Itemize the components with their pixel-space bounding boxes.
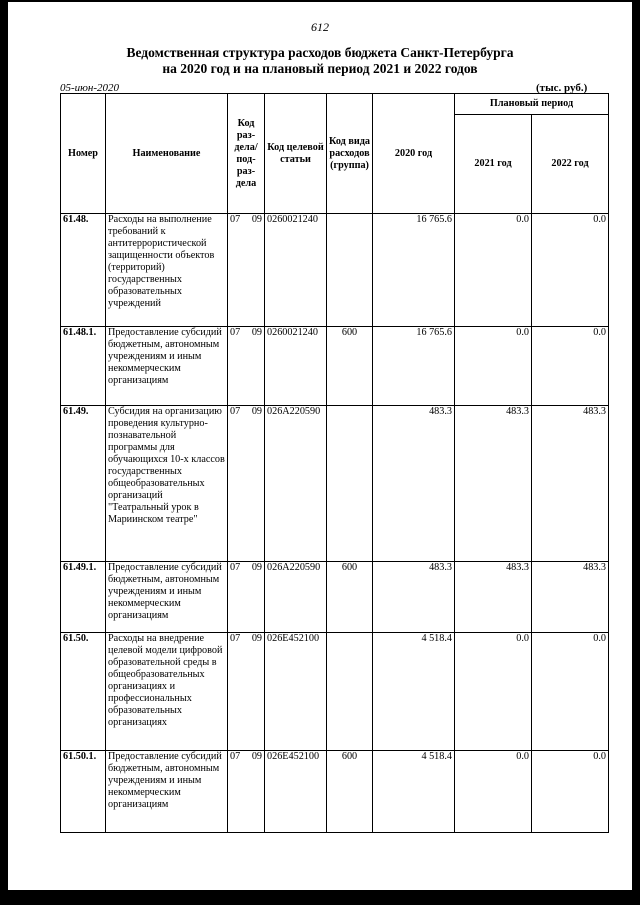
table-row bbox=[61, 633, 609, 751]
row-target-code: 026A220590 bbox=[265, 406, 327, 562]
header-number: Номер bbox=[61, 94, 106, 214]
header-target-code: Код целевой статьи bbox=[265, 94, 327, 214]
row-number: 61.50. bbox=[61, 633, 106, 751]
row-section-code: 07 bbox=[230, 633, 241, 644]
row-expense-type bbox=[327, 633, 373, 751]
row-expense-type bbox=[327, 406, 373, 562]
row-amount-2021: 0.0 bbox=[455, 214, 532, 327]
row-razdel bbox=[228, 751, 265, 833]
row-amount-2020: 483.3 bbox=[373, 562, 455, 633]
row-section-code: 07 bbox=[230, 562, 241, 573]
row-amount-2022: 0.0 bbox=[532, 751, 609, 833]
row-subsection-code: 09 bbox=[251, 633, 262, 644]
row-amount-2022: 0.0 bbox=[532, 214, 609, 327]
row-number: 61.48. bbox=[61, 214, 106, 327]
row-section-code: 07 bbox=[230, 751, 241, 762]
row-expense-type bbox=[327, 214, 373, 327]
row-section-code: 07 bbox=[230, 327, 241, 338]
row-expense-type: 600 bbox=[327, 751, 373, 833]
row-amount-2020: 16 765.6 bbox=[373, 327, 455, 406]
row-amount-2022: 483.3 bbox=[532, 406, 609, 562]
row-amount-2022: 483.3 bbox=[532, 562, 609, 633]
row-name: Расходы на внедрение целевой модели цифровой образовательной среды в общеобразовательных организациях и профессиональных образовательных организациях bbox=[106, 633, 228, 751]
row-razdel bbox=[228, 327, 265, 406]
row-section-code: 07 bbox=[230, 214, 241, 225]
units-label: (тыс. руб.) bbox=[536, 82, 588, 94]
row-number: 61.49. bbox=[61, 406, 106, 562]
header-2021: 2021 год bbox=[455, 115, 532, 214]
document-date: 05-июн-2020 bbox=[60, 82, 120, 94]
row-subsection-code: 09 bbox=[251, 327, 262, 338]
row-number: 61.49.1. bbox=[61, 562, 106, 633]
row-amount-2021: 0.0 bbox=[455, 633, 532, 751]
row-name: Предоставление субсидий бюджетным, автономным учреждениям и иным некоммерческим организациям bbox=[106, 562, 228, 633]
row-name: Расходы на выполнение требований к антитеррористической защищенности объектов (территорий) государственных образовательных учреждений bbox=[106, 214, 228, 327]
table-body bbox=[61, 214, 609, 833]
row-amount-2021: 483.3 bbox=[455, 406, 532, 562]
row-target-code: 026E452100 bbox=[265, 633, 327, 751]
budget-table bbox=[60, 93, 609, 833]
row-number: 61.50.1. bbox=[61, 751, 106, 833]
row-number: 61.48.1. bbox=[61, 327, 106, 406]
document-title-line-1: Ведомственная структура расходов бюджета Санкт-Петербурга bbox=[126, 45, 514, 60]
header-planned-period: Плановый период bbox=[455, 94, 609, 115]
header-2022: 2022 год bbox=[532, 115, 609, 214]
row-target-code: 026E452100 bbox=[265, 751, 327, 833]
row-amount-2022: 0.0 bbox=[532, 327, 609, 406]
header-razdel: Код раз- дела/ под- раз- дела bbox=[228, 94, 265, 214]
row-target-code: 0260021240 bbox=[265, 327, 327, 406]
row-razdel bbox=[228, 214, 265, 327]
table-row bbox=[61, 751, 609, 833]
row-amount-2021: 0.0 bbox=[455, 751, 532, 833]
row-razdel bbox=[228, 406, 265, 562]
header-expense-type: Код вида расходов (группа) bbox=[327, 94, 373, 214]
row-subsection-code: 09 bbox=[251, 214, 262, 225]
row-amount-2020: 4 518.4 bbox=[373, 751, 455, 833]
row-name: Предоставление субсидий бюджетным, автономным учреждениям и иным некоммерческим организациям bbox=[106, 327, 228, 406]
row-subsection-code: 09 bbox=[251, 406, 262, 417]
document-title-line-2: на 2020 год и на плановый период 2021 и 2022 годов bbox=[162, 61, 478, 76]
row-amount-2020: 4 518.4 bbox=[373, 633, 455, 751]
header-2020: 2020 год bbox=[373, 94, 455, 214]
document-page bbox=[8, 2, 632, 890]
row-amount-2021: 0.0 bbox=[455, 327, 532, 406]
table-row bbox=[61, 214, 609, 327]
table-row bbox=[61, 406, 609, 562]
row-amount-2021: 483.3 bbox=[455, 562, 532, 633]
row-section-code: 07 bbox=[230, 406, 241, 417]
header-name: Наименование bbox=[106, 94, 228, 214]
page-number: 612 bbox=[311, 20, 329, 34]
row-name: Предоставление субсидий бюджетным, автономным учреждениям и иным некоммерческим организациям bbox=[106, 751, 228, 833]
row-amount-2020: 16 765.6 bbox=[373, 214, 455, 327]
row-subsection-code: 09 bbox=[251, 562, 262, 573]
row-amount-2022: 0.0 bbox=[532, 633, 609, 751]
row-target-code: 0260021240 bbox=[265, 214, 327, 327]
row-subsection-code: 09 bbox=[251, 751, 262, 762]
row-name: Субсидия на организацию проведения культурно-познавательной программы для обучающихся 10-х классов государственных общеобразовательных организаций "Театральный урок в Мариинском театре" bbox=[106, 406, 228, 562]
table-row bbox=[61, 327, 609, 406]
table-row bbox=[61, 562, 609, 633]
row-amount-2020: 483.3 bbox=[373, 406, 455, 562]
row-razdel bbox=[228, 562, 265, 633]
row-expense-type: 600 bbox=[327, 327, 373, 406]
row-expense-type: 600 bbox=[327, 562, 373, 633]
row-razdel bbox=[228, 633, 265, 751]
row-target-code: 026A220590 bbox=[265, 562, 327, 633]
